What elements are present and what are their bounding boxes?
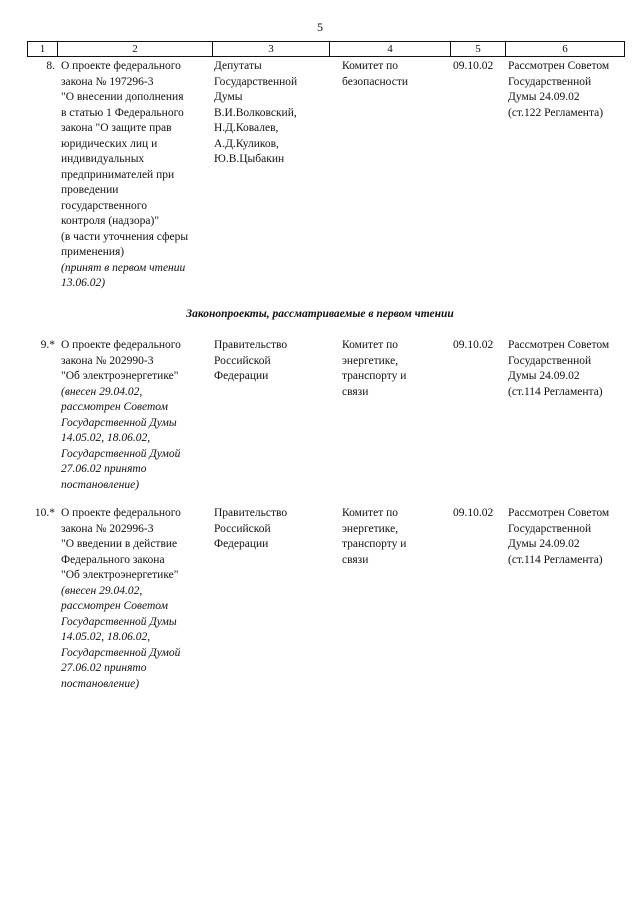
cell-line: Комитет по xyxy=(342,507,398,519)
header-col-6: 6 xyxy=(562,43,568,55)
page-number: 5 xyxy=(317,20,323,34)
cell-line: Рассмотрен Советом xyxy=(508,60,610,72)
cell-line: Думы 24.09.02 xyxy=(508,538,580,550)
cell-line: транспорту и xyxy=(342,538,407,550)
cell-line: Государственной xyxy=(508,354,592,367)
cell-line: Рассмотрен Советом xyxy=(508,507,610,519)
bill-description xyxy=(61,338,211,493)
bill-initiator xyxy=(214,338,326,385)
cell-line: 14.05.02, 18.06.02, xyxy=(61,631,151,643)
cell-line: (принят в первом чтении xyxy=(61,261,186,274)
cell-line: связи xyxy=(342,553,369,566)
responsible-committee xyxy=(342,506,442,568)
cell-line: индивидуальных xyxy=(61,153,145,165)
cell-line: Н.Д.Ковалев, xyxy=(214,122,279,134)
cell-line: безопасности xyxy=(342,75,409,88)
bill-description xyxy=(61,59,211,292)
cell-line: закона "О защите прав xyxy=(61,122,172,134)
council-note xyxy=(508,59,628,121)
cell-line: 27.06.02 принято xyxy=(61,662,147,674)
cell-line: Ю.В.Цыбакин xyxy=(214,153,285,165)
cell-line: Государственной Думой xyxy=(61,447,181,460)
row-number: 8. xyxy=(46,60,55,72)
council-note xyxy=(508,338,628,400)
cell-line: Правительство xyxy=(214,339,288,351)
cell-line: юридических лиц и xyxy=(61,137,158,150)
cell-line: закона № 197296-3 xyxy=(61,75,154,88)
cell-line: (ст.114 Регламента) xyxy=(508,553,603,566)
cell-line: В.И.Волковский, xyxy=(214,106,297,119)
cell-line: постановление) xyxy=(61,478,140,491)
cell-line: Комитет по xyxy=(342,60,398,72)
review-date: 09.10.02 xyxy=(453,339,494,351)
row-number: 9.* xyxy=(40,339,55,351)
cell-line: Федерации xyxy=(214,538,269,550)
cell-line: Государственной xyxy=(508,75,592,88)
cell-line: Рассмотрен Советом xyxy=(508,339,610,351)
cell-line: Государственной Думы xyxy=(61,615,177,628)
cell-line: Федерального закона xyxy=(61,553,165,566)
cell-line: энергетике, xyxy=(342,354,399,367)
cell-line: Думы 24.09.02 xyxy=(508,91,580,103)
cell-line: транспорту и xyxy=(342,370,407,382)
responsible-committee xyxy=(342,59,442,90)
cell-line: Российской xyxy=(214,354,271,367)
table-header xyxy=(27,41,625,57)
cell-line: закона № 202996-3 xyxy=(61,522,154,535)
cell-line: Государственной xyxy=(214,75,298,88)
cell-line: (ст.114 Регламента) xyxy=(508,385,603,398)
review-date: 09.10.02 xyxy=(453,60,494,72)
bill-description xyxy=(61,506,211,692)
cell-line: Федерации xyxy=(214,370,269,382)
cell-line: применения) xyxy=(61,246,125,258)
cell-line: закона № 202990-3 xyxy=(61,354,154,367)
cell-line: рассмотрен Советом xyxy=(61,600,168,612)
cell-line: связи xyxy=(342,385,369,398)
header-col-5: 5 xyxy=(451,42,506,56)
cell-line: Комитет по xyxy=(342,339,398,351)
cell-line: Государственной Думой xyxy=(61,646,181,659)
cell-line: А.Д.Куликов, xyxy=(214,137,279,150)
cell-line: Правительство xyxy=(214,507,288,519)
cell-line: Думы 24.09.02 xyxy=(508,370,580,382)
cell-line: Государственной Думы xyxy=(61,416,177,429)
cell-line: предпринимателей при xyxy=(61,168,175,181)
cell-line: энергетике, xyxy=(342,522,399,535)
cell-line: 14.05.02, 18.06.02, xyxy=(61,432,151,444)
cell-line: рассмотрен Советом xyxy=(61,401,168,413)
cell-line: (в части уточнения сферы xyxy=(61,230,189,243)
header-col-4: 4 xyxy=(330,42,451,56)
cell-line: "Об электроэнергетике" xyxy=(61,370,179,382)
responsible-committee xyxy=(342,338,442,400)
cell-line: (ст.122 Регламента) xyxy=(508,106,604,119)
header-col-1: 1 xyxy=(28,42,58,56)
cell-line: Государственной xyxy=(508,522,592,535)
cell-line: "Об электроэнергетике" xyxy=(61,569,179,581)
cell-line: проведении xyxy=(61,184,119,196)
cell-line: (внесен 29.04.02, xyxy=(61,584,143,597)
cell-line: Российской xyxy=(214,522,271,535)
review-date: 09.10.02 xyxy=(453,507,494,519)
cell-line: контроля (надзора)" xyxy=(61,215,160,227)
cell-line: Думы xyxy=(214,91,243,103)
bill-initiator xyxy=(214,506,326,553)
cell-line: постановление) xyxy=(61,677,140,690)
cell-line: О проекте федерального xyxy=(61,339,181,351)
cell-line: "О внесении дополнения xyxy=(61,91,184,103)
cell-line: в статью 1 Федерального xyxy=(61,106,184,119)
cell-line: государственного xyxy=(61,199,147,212)
bill-initiator xyxy=(214,59,326,168)
cell-line: 13.06.02) xyxy=(61,277,106,289)
section-title: Законопроекты, рассматриваемые в первом чтении xyxy=(186,308,454,320)
council-note xyxy=(508,506,628,568)
cell-line: О проекте федерального xyxy=(61,60,181,72)
cell-line: (внесен 29.04.02, xyxy=(61,385,143,398)
cell-line: "О введении в действие xyxy=(61,538,178,550)
header-col-2: 2 xyxy=(58,42,213,56)
cell-line: О проекте федерального xyxy=(61,507,181,519)
cell-line: Депутаты xyxy=(214,60,262,72)
cell-line: 27.06.02 принято xyxy=(61,463,147,475)
header-col-3: 3 xyxy=(213,42,330,56)
row-number: 10.* xyxy=(34,507,55,519)
